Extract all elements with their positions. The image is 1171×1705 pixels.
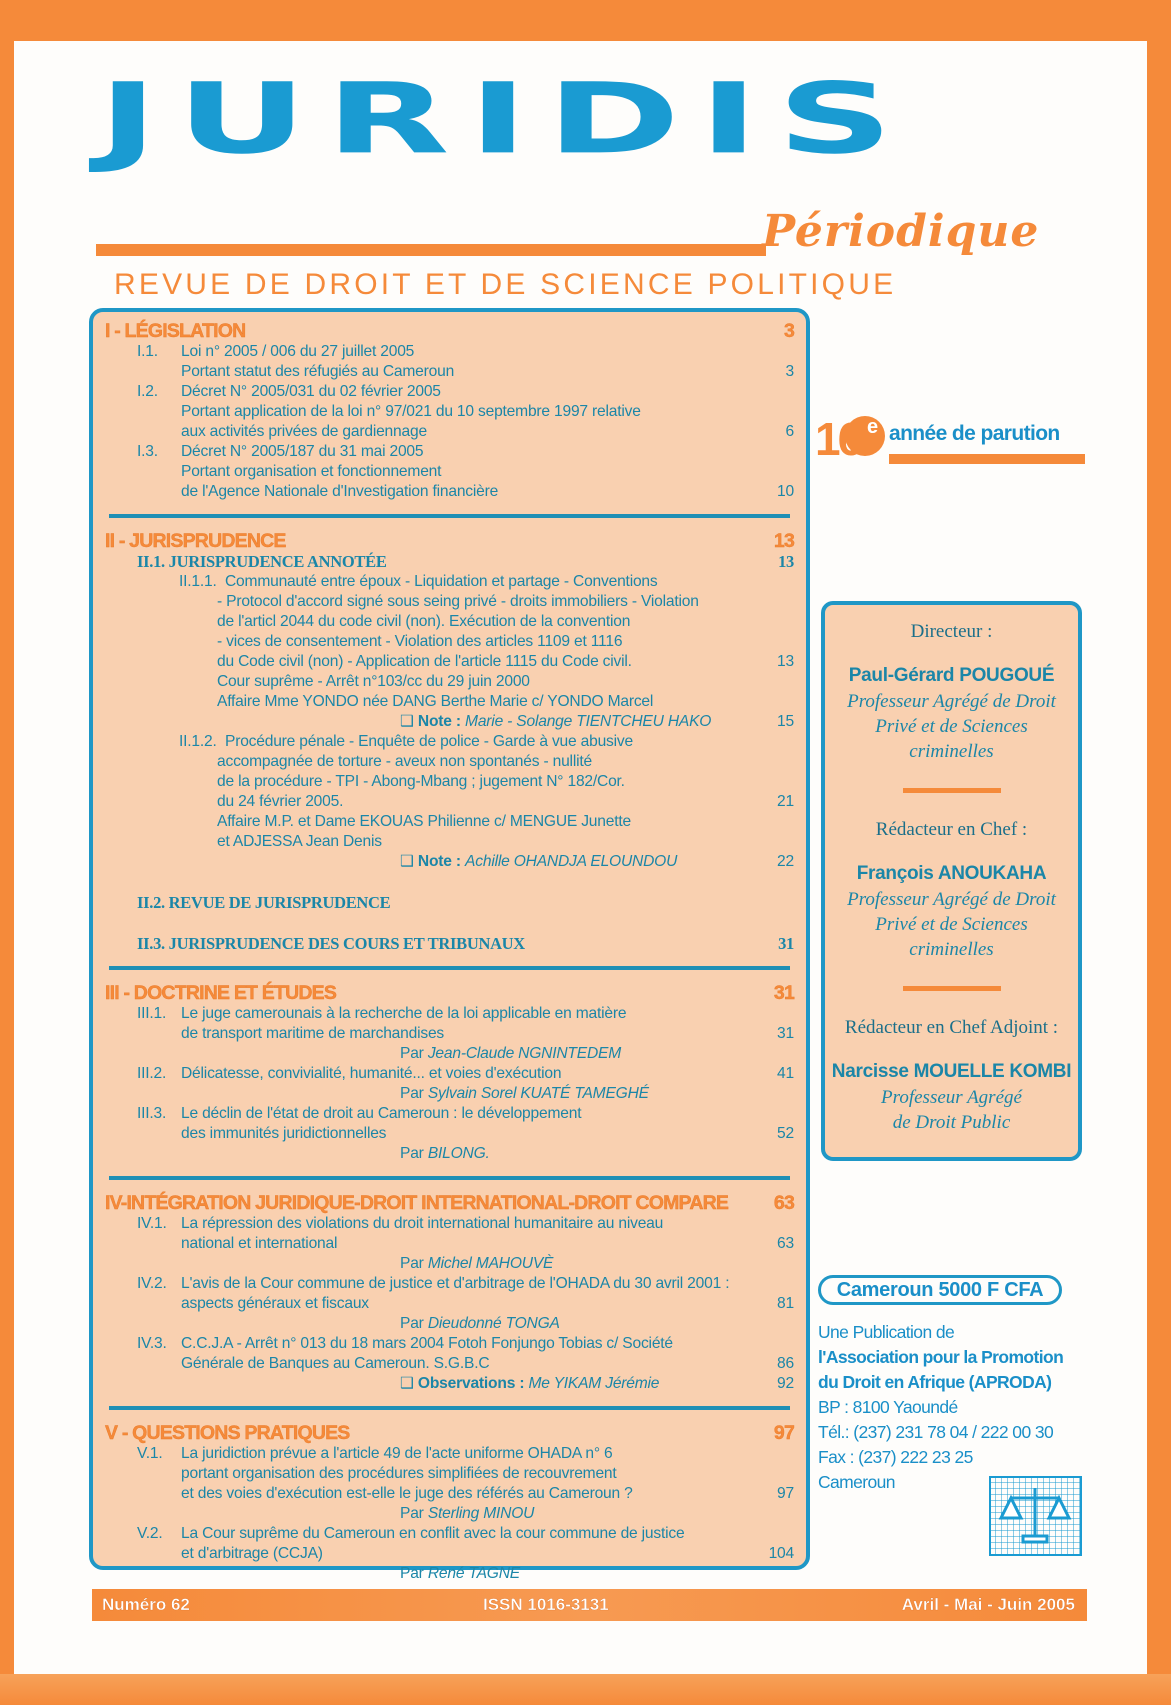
- toc-entry-line: [105, 1124, 798, 1144]
- page-number: 15: [777, 713, 794, 730]
- section-page: 31: [773, 982, 794, 1004]
- page-number: [754, 732, 794, 752]
- byline: [105, 1254, 798, 1274]
- toc-entry-line: [105, 772, 798, 792]
- section-heading: [105, 1422, 798, 1444]
- editorial-staff-box: [821, 601, 1082, 1161]
- page-number: [754, 402, 794, 422]
- page-number: [754, 692, 794, 712]
- staff-title: de Droit Public: [892, 1112, 1011, 1133]
- page-number: 31: [778, 934, 794, 953]
- note-author: Marie - Solange TIENTCHEU HAKO: [465, 713, 712, 730]
- footer-bar: [92, 1589, 1087, 1621]
- anniversary-number: 16: [815, 413, 861, 465]
- line-text: [105, 752, 754, 772]
- line-text: [105, 1464, 754, 1484]
- journal-title: JURIDIS: [98, 62, 912, 176]
- line-text: [105, 422, 754, 442]
- issue-number: Numéro 62: [102, 1595, 190, 1614]
- line-text: [105, 1234, 754, 1254]
- entry-text: du 24 février 2005.: [217, 793, 344, 810]
- toc-entry-line: [105, 812, 798, 832]
- by-prefix: Par: [400, 1145, 424, 1162]
- toc-entry-line: [105, 1214, 798, 1234]
- page-number: [754, 1274, 794, 1294]
- line-text: [105, 1274, 754, 1294]
- author-name: BILONG.: [427, 1145, 490, 1162]
- page-number: [754, 1084, 794, 1104]
- page-number: 86: [777, 1355, 794, 1372]
- publisher-name-line: l'Association pour la Promotion: [818, 1347, 1064, 1367]
- entry-text: de l'Agence Nationale d'Investigation financière: [181, 483, 499, 500]
- page-number: [754, 1214, 794, 1234]
- author-name: Jean-Claude NGNINTEDEM: [427, 1045, 621, 1062]
- line-text: [105, 672, 754, 692]
- page-number: [754, 1564, 794, 1584]
- byline: [105, 1144, 798, 1164]
- line-text: [105, 1334, 754, 1354]
- toc-entry-line: [105, 1274, 798, 1294]
- staff-title: Professeur Agrégé: [881, 1087, 1022, 1108]
- section-heading: [105, 982, 798, 1004]
- entry-text: - Protocol d'accord signé sous seing privé - droits immobiliers - Violation: [217, 593, 699, 610]
- page-number: [754, 342, 794, 362]
- author-name: René TAGNE: [427, 1565, 520, 1582]
- section-heading: [105, 320, 798, 342]
- publisher-fax: Fax : (237) 222 23 25: [818, 1447, 973, 1467]
- toc-entry-line: [105, 732, 798, 752]
- scales-of-justice-icon: [989, 1476, 1082, 1556]
- line-text: [400, 852, 754, 872]
- staff-role: Directeur :: [910, 621, 993, 642]
- by-prefix: Par: [400, 1315, 424, 1332]
- staff-role: Rédacteur en Chef Adjoint :: [844, 1017, 1059, 1038]
- note-line: [105, 712, 798, 732]
- toc-entry-line: [105, 752, 798, 772]
- page-number: [754, 462, 794, 482]
- author-name: Sterling MINOU: [427, 1505, 535, 1522]
- staff-title: Professeur Agrégé de Droit: [847, 691, 1056, 712]
- byline: [105, 1314, 798, 1334]
- publisher-intro: Une Publication de: [818, 1322, 955, 1342]
- entry-text: de la procédure - TPI - Abong-Mbang ; jugement N° 182/Cor.: [217, 773, 625, 790]
- byline: [105, 1044, 798, 1064]
- section-title: III - DOCTRINE ET ÉTUDES: [105, 982, 337, 1004]
- section-heading: [105, 1192, 798, 1214]
- page-number: [754, 1464, 794, 1484]
- entry-text: et d'arbitrage (CCJA): [181, 1545, 323, 1562]
- toc-entry-line: [105, 342, 798, 362]
- entry-text: et ADJESSA Jean Denis: [217, 833, 382, 850]
- toc-entry-line: [105, 1334, 798, 1354]
- entry-text: La répression des violations du droit international humanitaire au niveau: [181, 1215, 664, 1232]
- line-text: [105, 1124, 754, 1144]
- page-number: [754, 893, 794, 913]
- entry-text: Affaire M.P. et Dame EKOUAS Philienne c/ MENGUE Junette: [217, 813, 631, 830]
- line-text: [105, 382, 754, 402]
- subsection-heading: [105, 893, 798, 913]
- entry-number: III.1.: [137, 1005, 167, 1022]
- author-name: Dieudonné TONGA: [427, 1315, 560, 1332]
- entry-text: La Cour suprême du Cameroun en conflit avec la cour commune de justice: [181, 1525, 685, 1542]
- line-text: [105, 592, 754, 612]
- line-text: [105, 612, 754, 632]
- toc-entry-line: [105, 1104, 798, 1124]
- line-text: [400, 1144, 754, 1164]
- entry-number: II.1.2.: [179, 733, 217, 750]
- section-page: 13: [773, 530, 794, 552]
- note-author: Achille OHANDJA ELOUNDOU: [465, 853, 678, 870]
- by-prefix: Par: [400, 1505, 424, 1522]
- entry-text: national et international: [181, 1235, 338, 1252]
- anniversary-badge: [815, 412, 1085, 468]
- line-text: [105, 1484, 754, 1504]
- line-text: [105, 1444, 754, 1464]
- page-number: 21: [777, 793, 794, 810]
- page-number: [754, 1144, 794, 1164]
- page-number: 63: [777, 1235, 794, 1252]
- page-number: 22: [777, 853, 794, 870]
- staff-title: Professeur Agrégé de Droit: [847, 889, 1056, 910]
- toc-entry-line: [105, 1544, 798, 1564]
- entry-text: Affaire Mme YONDO née DANG Berthe Marie c/ YONDO Marcel: [217, 693, 654, 710]
- line-text: [105, 1524, 754, 1544]
- publisher-country: Cameroun: [818, 1472, 895, 1492]
- anniversary-underline: [889, 454, 1085, 464]
- staff-name: Narcisse MOUELLE KOMBI: [831, 1061, 1072, 1082]
- page-number: [754, 1334, 794, 1354]
- line-text: [105, 1294, 754, 1314]
- entry-text: C.C.J.A - Arrêt n° 013 du 18 mars 2004 Fotoh Fonjungo Tobias c/ Société: [181, 1335, 673, 1352]
- toc-entry-line: [105, 442, 798, 462]
- page-number: 81: [777, 1295, 794, 1312]
- entry-text: de transport maritime de marchandises: [181, 1025, 445, 1042]
- page-number: 97: [777, 1485, 794, 1502]
- page-number: [754, 442, 794, 462]
- toc-entry-line: [105, 1464, 798, 1484]
- toc-entry-line: [105, 362, 798, 382]
- title-underline: [96, 244, 766, 256]
- line-text: [105, 772, 754, 792]
- page-number: [754, 1044, 794, 1064]
- entry-number: II.1.1.: [179, 573, 217, 590]
- byline: [105, 1084, 798, 1104]
- toc-entry-line: [105, 672, 798, 692]
- line-text: [400, 1564, 754, 1584]
- entry-text: L'avis de la Cour commune de justice et d'arbitrage de l'OHADA du 30 avril 2001 :: [181, 1275, 730, 1292]
- line-text: II.1. JURISPRUDENCE ANNOTÉE: [137, 552, 387, 571]
- toc-entry-line: [105, 1234, 798, 1254]
- by-prefix: Par: [400, 1085, 424, 1102]
- page-number: [754, 612, 794, 632]
- section-page: 63: [773, 1192, 794, 1214]
- section-title: IV-INTÉGRATION JURIDIQUE-DROIT INTERNATIONAL-DROIT COMPARE: [105, 1192, 729, 1214]
- publisher-info: [818, 1320, 1148, 1495]
- page-number: [754, 752, 794, 772]
- entry-number: IV.2.: [137, 1275, 167, 1292]
- line-text: [105, 462, 754, 482]
- section-divider: [109, 966, 790, 970]
- entry-text: Décret N° 2005/187 du 31 mai 2005: [181, 443, 424, 460]
- page-number: 31: [777, 1025, 794, 1042]
- section-heading: [105, 530, 798, 552]
- toc-entry-line: [105, 592, 798, 612]
- line-text: [105, 482, 754, 502]
- toc-entry-line: [105, 1444, 798, 1464]
- line-text: [400, 1084, 754, 1104]
- page-number: 13: [777, 653, 794, 670]
- line-text: [400, 1314, 754, 1334]
- line-text: [400, 1044, 754, 1064]
- page-number: [754, 1104, 794, 1124]
- page-number: [754, 812, 794, 832]
- page-number: [754, 672, 794, 692]
- section-divider: [109, 1176, 790, 1180]
- page-number: [754, 632, 794, 652]
- page-number: [754, 382, 794, 402]
- toc-entry-line: [105, 462, 798, 482]
- bottom-border: [0, 1674, 1171, 1705]
- journal-subtitle: REVUE DE DROIT ET DE SCIENCE POLITIQUE: [114, 268, 897, 301]
- table-of-contents: [89, 308, 810, 1582]
- entry-number: I.1.: [137, 343, 158, 360]
- page-number: 41: [777, 1065, 794, 1082]
- line-text: [105, 632, 754, 652]
- line-text: [105, 342, 754, 362]
- entry-text: Portant organisation et fonctionnement: [181, 463, 442, 480]
- subsection-heading: [105, 934, 798, 954]
- line-text: [400, 1254, 754, 1274]
- section-title: V - QUESTIONS PRATIQUES: [105, 1422, 350, 1444]
- page-number: [754, 832, 794, 852]
- note-author: Me YIKAM Jérémie: [528, 1375, 660, 1392]
- author-name: Sylvain Sorel KUATÉ TAMEGHÉ: [427, 1085, 649, 1102]
- by-prefix: Par: [400, 1565, 424, 1582]
- entry-text: Délicatesse, convivialité, humanité... et voies d'exécution: [181, 1065, 562, 1082]
- toc-entry-line: [105, 1524, 798, 1544]
- section-title: I - LÉGISLATION: [105, 320, 246, 342]
- page-number: [754, 1524, 794, 1544]
- staff-role: Rédacteur en Chef :: [875, 819, 1028, 840]
- entry-text: des immunités juridictionnelles: [181, 1125, 387, 1142]
- page-number: [754, 592, 794, 612]
- publisher-address: BP : 8100 Yaoundé: [818, 1397, 958, 1417]
- line-text: [105, 1064, 754, 1084]
- page-number: [754, 1504, 794, 1524]
- entry-number: I.2.: [137, 383, 158, 400]
- toc-entry-line: [105, 1024, 798, 1044]
- entry-text: Portant application de la loi n° 97/021 du 10 septembre 1997 relative: [181, 403, 641, 420]
- entry-text: Loi n° 2005 / 006 du 27 juillet 2005: [181, 343, 415, 360]
- toc-entry-line: [105, 1004, 798, 1024]
- line-text: [400, 712, 754, 732]
- anniversary-suffix: e: [867, 416, 879, 438]
- toc-entry-line: [105, 482, 798, 502]
- line-text: [400, 1374, 754, 1394]
- toc-entry-line: [105, 422, 798, 442]
- issn: ISSN 1016-3131: [482, 1595, 609, 1614]
- toc-entry-line: [105, 1294, 798, 1314]
- entry-text: et des voies d'exécution est-elle le juge des référés au Cameroun ?: [181, 1485, 633, 1502]
- checkbox-icon: ❑: [400, 1375, 418, 1392]
- by-prefix: Par: [400, 1255, 424, 1272]
- entry-text: Décret N° 2005/031 du 02 février 2005: [181, 383, 441, 400]
- entry-number: III.2.: [137, 1065, 167, 1082]
- entry-text: portant organisation des procédures simplifiées de recouvrement: [181, 1465, 617, 1482]
- staff-name: François ANOUKAHA: [856, 863, 1047, 884]
- note-label: Note :: [417, 713, 461, 730]
- toc-entry-line: [105, 612, 798, 632]
- note-label: Observations :: [417, 1375, 525, 1392]
- page-number: 52: [777, 1125, 794, 1142]
- toc-entry-line: [105, 402, 798, 422]
- line-text: [105, 362, 754, 382]
- line-text: [105, 792, 754, 812]
- section-title: II - JURISPRUDENCE: [105, 530, 286, 552]
- staff-name: Paul-Gérard POUGOUÉ: [848, 665, 1055, 686]
- staff-title: criminelles: [909, 741, 994, 762]
- entry-number: V.2.: [137, 1525, 163, 1542]
- subsection-heading: [105, 552, 798, 572]
- toc-entry-line: [105, 692, 798, 712]
- line-text: II.2. REVUE DE JURISPRUDENCE: [137, 893, 391, 912]
- byline: [105, 1564, 798, 1584]
- checkbox-icon: ❑: [400, 853, 418, 870]
- entry-text: aspects généraux et fiscaux: [181, 1295, 369, 1312]
- toc-entry-line: [105, 1354, 798, 1374]
- entry-number: III.3.: [137, 1105, 167, 1122]
- note-label: Note :: [417, 853, 461, 870]
- page-number: [754, 1444, 794, 1464]
- entry-text: - vices de consentement - Violation des articles 1109 et 1116: [217, 633, 623, 650]
- by-prefix: Par: [400, 1045, 424, 1062]
- entry-number: V.1.: [137, 1445, 163, 1462]
- note-line: [105, 1374, 798, 1394]
- entry-text: La juridiction prévue a l'article 49 de l'acte uniforme OHADA n° 6: [181, 1445, 613, 1462]
- line-text: [105, 442, 754, 462]
- entry-text: Communauté entre époux - Liquidation et partage - Conventions: [225, 573, 658, 590]
- toc-entry-line: [105, 632, 798, 652]
- entry-text: du Code civil (non) - Application de l'article 1115 du Code civil.: [217, 653, 632, 670]
- line-text: [105, 572, 754, 592]
- page-number: [754, 572, 794, 592]
- line-text: [105, 1354, 754, 1374]
- entry-text: Portant statut des réfugiés au Cameroun: [181, 363, 455, 380]
- entry-text: de l'articl 2044 du code civil (non). Exécution de la convention: [217, 613, 631, 630]
- line-text: [105, 812, 754, 832]
- section-page: 3: [783, 320, 794, 342]
- periodique-script: Périodique: [762, 206, 1040, 257]
- line-text: II.3. JURISPRUDENCE DES COURS ET TRIBUNAUX: [137, 934, 525, 953]
- toc-entry-line: [105, 1064, 798, 1084]
- publisher-tel: Tél.: (237) 231 78 04 / 222 00 30: [818, 1422, 1054, 1442]
- page-number: 104: [768, 1545, 794, 1562]
- page-number: 92: [777, 1375, 794, 1392]
- staff-divider: [903, 986, 1001, 991]
- entry-number: IV.1.: [137, 1215, 167, 1232]
- entry-text: Cour suprême - Arrêt n°103/cc du 29 juin 2000: [217, 673, 530, 690]
- toc-entry-line: [105, 832, 798, 852]
- anniversary-text: année de parution: [889, 422, 1060, 445]
- line-text: [105, 832, 754, 852]
- checkbox-icon: ❑: [400, 713, 418, 730]
- line-text: [105, 1544, 754, 1564]
- byline: [105, 1504, 798, 1524]
- note-line: [105, 852, 798, 872]
- line-text: [105, 692, 754, 712]
- line-text: [400, 1504, 754, 1524]
- toc-entry-line: [105, 572, 798, 592]
- page-number: 10: [777, 483, 794, 500]
- page-number: [754, 1004, 794, 1024]
- entry-text: accompagnée de torture - aveux non spontanés - nullité: [217, 753, 592, 770]
- entry-text: aux activités privées de gardiennage: [181, 423, 427, 440]
- line-text: [105, 1024, 754, 1044]
- entry-number: I.3.: [137, 443, 158, 460]
- author-name: Michel MAHOUVÈ: [427, 1255, 554, 1272]
- entry-text: Procédure pénale - Enquête de police - Garde à vue abusive: [225, 733, 633, 750]
- toc-entry-line: [105, 652, 798, 672]
- page-number: [754, 772, 794, 792]
- toc-entry-line: [105, 382, 798, 402]
- page-number: [754, 1314, 794, 1334]
- entry-text: Générale de Banques au Cameroun. S.G.B.C: [181, 1355, 490, 1372]
- entry-text: Le juge camerounais à la recherche de la loi applicable en matière: [181, 1005, 627, 1022]
- line-text: [105, 1104, 754, 1124]
- entry-number: IV.3.: [137, 1335, 167, 1352]
- page-number: [754, 1254, 794, 1274]
- page-number: 13: [778, 552, 794, 571]
- issue-period: Avril - Mai - Juin 2005: [901, 1595, 1075, 1614]
- toc-entry-line: [105, 1484, 798, 1504]
- line-text: [105, 652, 754, 672]
- staff-title: Privé et de Sciences: [875, 914, 1028, 935]
- line-text: [105, 1214, 754, 1234]
- line-text: [105, 1004, 754, 1024]
- entry-text: Le déclin de l'état de droit au Cameroun : le développement: [181, 1105, 582, 1122]
- line-text: [105, 402, 754, 422]
- section-divider: [109, 514, 790, 518]
- page-number: 3: [785, 363, 794, 380]
- section-divider: [109, 1406, 790, 1410]
- publisher-name-line: du Droit en Afrique (APRODA): [818, 1372, 1052, 1392]
- section-page: 97: [773, 1422, 794, 1444]
- staff-title: criminelles: [909, 939, 994, 960]
- staff-divider: [903, 788, 1001, 793]
- staff-title: Privé et de Sciences: [875, 716, 1028, 737]
- page-number: 6: [785, 423, 794, 440]
- line-text: [105, 732, 754, 752]
- price-label: Cameroun 5000 F CFA: [818, 1275, 1062, 1305]
- toc-entry-line: [105, 792, 798, 812]
